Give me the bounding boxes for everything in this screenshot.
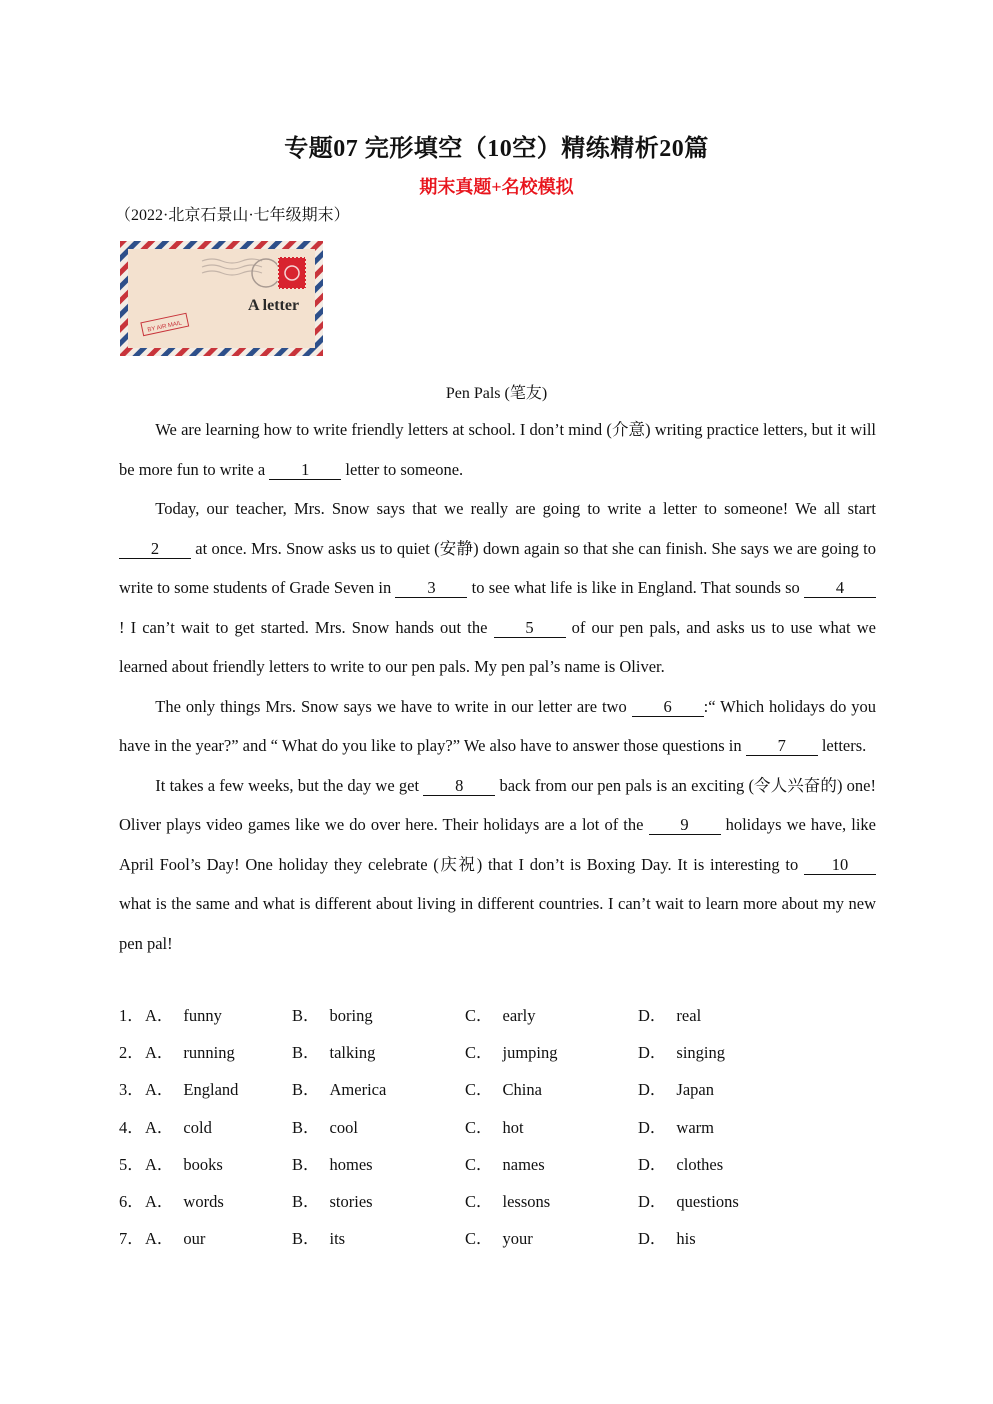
air-mail-envelope-image [120, 241, 323, 356]
paragraph-3: The only things Mrs. Snow says we have to write in our letter are two 6 :“ Which holidays do you have in the year?” and “ What do you like to play?” We also have to answer those questions in 7 letters. [119, 696, 876, 755]
paragraph-1: We are learning how to write friendly letters at school. I don’t mind (介意) writing practice letters, but it will be more fun to write a 1 letter to someone. [119, 420, 876, 479]
option-b[interactable]: B． its [292, 1229, 346, 1249]
paragraph-2: Today, our teacher, Mrs. Snow says that we really are going to write a letter to someone! We all start 2 at once. Mrs. Snow asks us to quiet (安静) down again so that she can finish. She says we are going to write to some students of Grade Seven in 3 to see what life is like in England. That sounds so 4! I can’t wait to get started. Mrs. Snow hands out the 5 of our pen pals, and asks us to use what we learned about friendly letters to write to our pen pals. My pen pal’s name is Oliver. [119, 499, 876, 676]
passage-title: Pen Pals (笔友) [445, 385, 548, 402]
option-a[interactable]: A． running [145, 1043, 235, 1063]
option-c[interactable]: C． hot [465, 1117, 524, 1137]
option-a[interactable]: A． words [145, 1191, 224, 1211]
paragraph-4: It takes a few weeks, but the day we get 8 back from our pen pals is an exciting (令人兴奋的) one! Oliver plays video games like we do over here. Their holidays are a lot of the 9 holidays we have, like April Fool’s Day! One holiday they celebrate (庆祝) that I don’t is Boxing Day. It is interesting to 10 what is the same and what is different about living in different countries. I can’t wait to learn more about my new pen pal! [119, 775, 876, 953]
option-d[interactable]: D． real [638, 1006, 702, 1025]
question-options [119, 996, 879, 1256]
option-b[interactable]: B． boring [292, 1006, 373, 1025]
blank-8[interactable]: 8 [423, 777, 495, 796]
option-d[interactable]: D． singing [638, 1043, 726, 1063]
question-number: 1． [119, 1006, 144, 1025]
question-row [119, 996, 879, 1033]
question-number: 7． [119, 1229, 144, 1249]
question-row [119, 1182, 879, 1219]
blank-2[interactable]: 2 [119, 540, 191, 559]
option-b[interactable]: B． talking [292, 1043, 376, 1063]
blank-4[interactable]: 4 [804, 579, 876, 598]
exam-source: （2022·北京石景山·七年级期末） [115, 207, 350, 224]
page-subtitle: 期末真题+名校模拟 [419, 177, 574, 197]
blank-10[interactable]: 10 [804, 856, 876, 875]
blank-7[interactable]: 7 [746, 737, 818, 756]
option-d[interactable]: D． his [638, 1229, 696, 1249]
question-row [119, 1070, 879, 1107]
question-number: 3． [119, 1080, 144, 1100]
option-c[interactable]: C． jumping [465, 1043, 558, 1063]
option-b[interactable]: B． America [292, 1080, 387, 1100]
option-d[interactable]: D． Japan [638, 1080, 714, 1100]
page-title: 专题07 完形填空（10空）精练精析20篇 [284, 136, 709, 162]
airmail-stamp-text: BY AIR MAIL [147, 320, 183, 334]
option-d[interactable]: D． warm [638, 1117, 714, 1137]
blank-3[interactable]: 3 [395, 579, 467, 598]
question-number: 5． [119, 1154, 144, 1174]
question-row [119, 1033, 879, 1070]
question-number: 4． [119, 1117, 144, 1137]
option-a[interactable]: A． books [145, 1154, 223, 1174]
option-c[interactable]: C． lessons [465, 1191, 551, 1211]
option-a[interactable]: A． funny [145, 1006, 222, 1025]
envelope-label: A letter [248, 297, 300, 314]
stamp-icon [278, 257, 306, 289]
question-row [119, 1108, 879, 1145]
option-d[interactable]: D． questions [638, 1191, 739, 1211]
question-row [119, 1219, 879, 1256]
blank-6[interactable]: 6 [632, 698, 704, 717]
option-b[interactable]: B． homes [292, 1154, 373, 1174]
question-number: 2． [119, 1043, 144, 1063]
option-c[interactable]: C． China [465, 1080, 542, 1100]
cloze-passage [119, 410, 876, 963]
question-number: 6． [119, 1191, 144, 1211]
option-a[interactable]: A． England [145, 1080, 239, 1100]
option-c[interactable]: C． names [465, 1154, 545, 1174]
blank-9[interactable]: 9 [649, 816, 721, 835]
option-a[interactable]: A． cold [145, 1117, 212, 1137]
question-row [119, 1145, 879, 1182]
option-d[interactable]: D． clothes [638, 1154, 724, 1174]
blank-1[interactable]: 1 [269, 461, 341, 480]
option-c[interactable]: C． early [465, 1006, 536, 1025]
option-b[interactable]: B． stories [292, 1191, 373, 1211]
blank-5[interactable]: 5 [494, 619, 566, 638]
option-b[interactable]: B． cool [292, 1117, 358, 1137]
option-c[interactable]: C． your [465, 1229, 533, 1249]
option-a[interactable]: A． our [145, 1229, 206, 1249]
